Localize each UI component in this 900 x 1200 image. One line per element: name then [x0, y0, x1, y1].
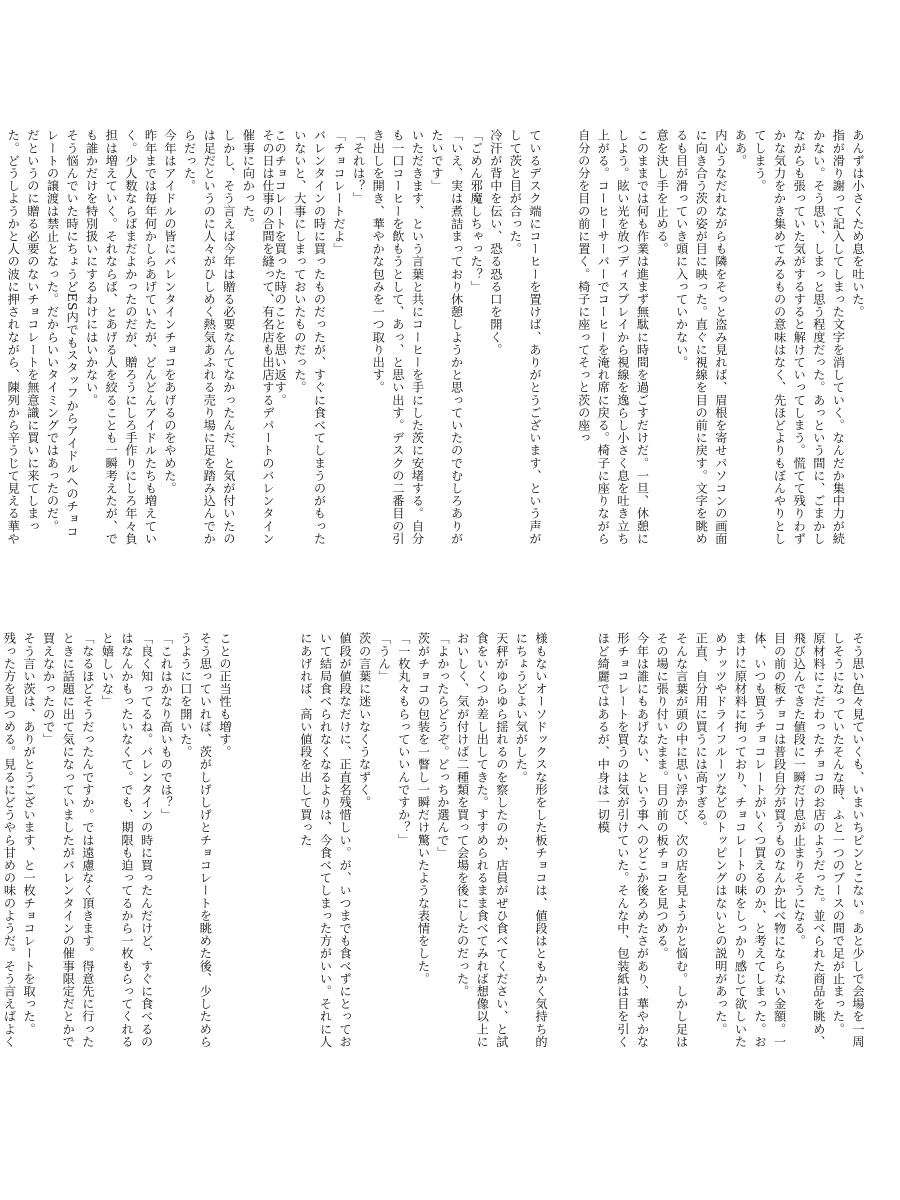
paragraph: しかし、そう言えば今年は贈る必要なんてなかったんだ、と気が付いたのは足だというのに人々がひしめく熱気あふれる売り場に足を踏み込んでからだった。 [182, 129, 236, 545]
paragraph: 目の前の板チョコは普段自分が買うものなんか比べ物にならない金額。一体、いつも買うチョコレートがいくつ買えるのか、と考えてしまった。おまけに原材料に拘っており、チョコレートの味をしっかり感じて欲しいためナッツやドライフルーツなどのトッピングはないとの説明があった。 [713, 632, 787, 1048]
text-block-top-right [576, 129, 867, 550]
paragraph: そう思っていれば、茨がしげしげとチョコレートを眺めた後、少しためらうように口を開いた。 [178, 632, 213, 1048]
paragraph: 正直、自分用に買うには高すぎる。 [694, 632, 709, 834]
paragraph: そう言い茨は、ありがとうございます、と一枚チョコレートを取った。 [22, 632, 37, 1036]
paragraph: そう思い色々見ていくも、いまいちピンとこない。あと少しで会場を一周しそうになっていたそんな時、ふと一つのブースの間で足が止まった。 [831, 632, 865, 1048]
paragraph: 指が滑り謝って記入してしまった文字を消していく。なんだか集中力が続かない。そう思い、しまっと思う程度だった。あっという間に、ごまかしながらも張っていた気がするすると解けていってしまう。慌てて残りわずかな気力をかき集めてみるものの意味はなく、先ほどよりもぼんやりとしてしまう。 [753, 129, 846, 545]
paragraph: その日は仕事の合間を縫って、有名店も出店するデパートのバレンタイン催事に向かった。 [241, 129, 275, 545]
paragraph: 「それは？」 [351, 129, 366, 205]
paragraph: いただきます、という言葉と共にコーヒーを手にした茨に安堵する。自分も一口コーヒーを飲もうとして、あっ、と思い出す。デスクの二番目の引き出しを開き、華やかな包みを一つ取り出す。 [371, 129, 425, 545]
paragraph: 残った方を見つめる。見るにどうやら甘めの味のようだ。そう言えばよく [2, 632, 17, 1048]
paragraph: 茨の言葉に迷いなくうなずく。 [357, 632, 372, 809]
paragraph: 今年はアイドルの皆にバレンタインチョコをあげるのをやめた。 [163, 129, 178, 495]
paragraph: 冷汗が背中を伝い、恐る恐る口を開く。 [488, 129, 503, 356]
text-block-bottom-right [596, 632, 867, 1053]
paragraph: ことの正当性も増す。 [218, 632, 232, 758]
paragraph: 「よかったらどうぞ。どっちか選んで」 [436, 632, 451, 859]
paragraph: 「いえ、実は煮詰まっており休憩しようかと思っていたのでむしろありがたいです」 [430, 129, 464, 545]
paragraph: 「これはかなり高いものでは？」 [159, 632, 174, 821]
paragraph: あんずは小さくため息を吐いた。 [851, 129, 865, 318]
paragraph: 「良く知ってるね。バレンタインの時に買ったんだけど、すぐに食べるのはなんかもったいなくて。でも、期限も迫ってるから一枚もらってくれると嬉しいな」 [100, 632, 154, 1048]
paragraph: 原材料にこだわったチョコのお店のようだった。並べられた商品を眺め、飛び込んできた値段に一瞬だけ息が止まりそうになる。 [792, 632, 826, 1048]
paragraph: 意を決し手を止める。 [655, 129, 670, 255]
paragraph: 昨年までは毎年何かしらあげていたが、どんどんアイドルたちも増えていく。少人数ならばまだよかったのだが、贈ろうにしろ手作りにしろ年々負担は増えていく。それならば、とあげる人を絞ることも一瞬考えたが、でも誰かだけを特別扱いにするわけにはいかない。 [84, 129, 158, 545]
text-block-top-left [6, 129, 277, 550]
paragraph: バレンタインの時に買ったものだったが、すぐに食べてしまうのがもったいないと、大事にしまっておいたものだった。 [292, 129, 327, 545]
paragraph: 「チョコレートだよ」 [332, 129, 347, 255]
paragraph: だというのに贈る必要のないチョコレートを無意識に買いに来てしまった。どうしようかと人の波に押されながら、陳列から辛うじて見える華や [6, 129, 40, 545]
paragraph: そう悩んでいた時にちょうどES内でもスタッフからアイドルへのチョコレートの譲渡は禁止となった。だからいいタイミングではあったのだ。 [45, 129, 80, 538]
paragraph: 「ごめん邪魔しちゃった？」 [469, 129, 484, 293]
paragraph: 「なるほどそうだったんですか。では遠慮なく頂きます。得意先に行ったときに話題に出て気になっていましたがバレンタインの催事限定だとかで買えなかったので」 [41, 632, 95, 1048]
paragraph: このままでは何も作業は進まず無駄に時間を過ごすだけだ。一旦、休憩にしよう。眩い光を放つディスプレイから視線を逸らし小さく息を吐き立ち上がる。コーヒーサーバーでコーヒーを淹れ席に戻る。椅子に座りながら自分の分を目の前に置く。椅子に座ってそっと茨の座っ [576, 129, 650, 545]
text-block-top-middle [273, 129, 544, 550]
paragraph: 「うん」 [377, 632, 392, 683]
paragraph: ているデスク端にコーヒーを置けば、ありがとうございます、という声がして茨と目が合った。 [508, 129, 542, 545]
paragraph: 様もないオーソドックスな形をした板チョコは、値段はともかく気持ち的にちょうどよい気がした。 [514, 632, 548, 1048]
paragraph: 「一枚丸々もらっていいんですか？」 [396, 632, 411, 847]
paragraph: 今年は誰にもあげない、という事へのどこか後ろめたさがあり、華やかな形チョコレートを買うのは気が引けていた。そんな中、包装紙は目を引くほど綺麗ではあるが、中身は一切模 [596, 632, 650, 1048]
paragraph: 天秤がゆらゆら揺れるのを察したのか、店員がぜひ食べてください、と試食をいくつか差し出してきた。すすめられるまま食べてみれば想像以上においしく、気が付けば二種類を買って会場を後にしたのだった。 [455, 632, 509, 1048]
paragraph: このチョコレートを買った時のことを思い返す。 [273, 129, 288, 407]
paragraph: そんな言葉が頭の中に思い浮かび、次の店を見ようかと悩む。しかし足はその場に張り付いたまま。目の前の板チョコを見つめる。 [655, 632, 689, 1048]
paragraph: 内心うなだれながらも隣をそっと盗み見れば、眉根を寄せパソコンの画面に向き合う茨の姿が目に映った。直ぐに視線を目の前に戻す。文字を眺めるも目が滑っていき頭に入っていかない。 [674, 129, 728, 545]
paragraph: 茨がチョコの包装を一瞥し一瞬だけ驚いたような表情をした。 [416, 632, 431, 985]
text-block-bottom-left [2, 632, 234, 1053]
paragraph: 値段が値段なだけに、正直名残惜しい。が、いつまでも食べずにとっておいて結局食べられなくなるよりは、今食べてしまった方がいい。それに人にあげれば、高い値段を出して買った [298, 632, 353, 1048]
text-block-bottom-middle [300, 632, 550, 1053]
paragraph: ああ。 [733, 129, 748, 167]
